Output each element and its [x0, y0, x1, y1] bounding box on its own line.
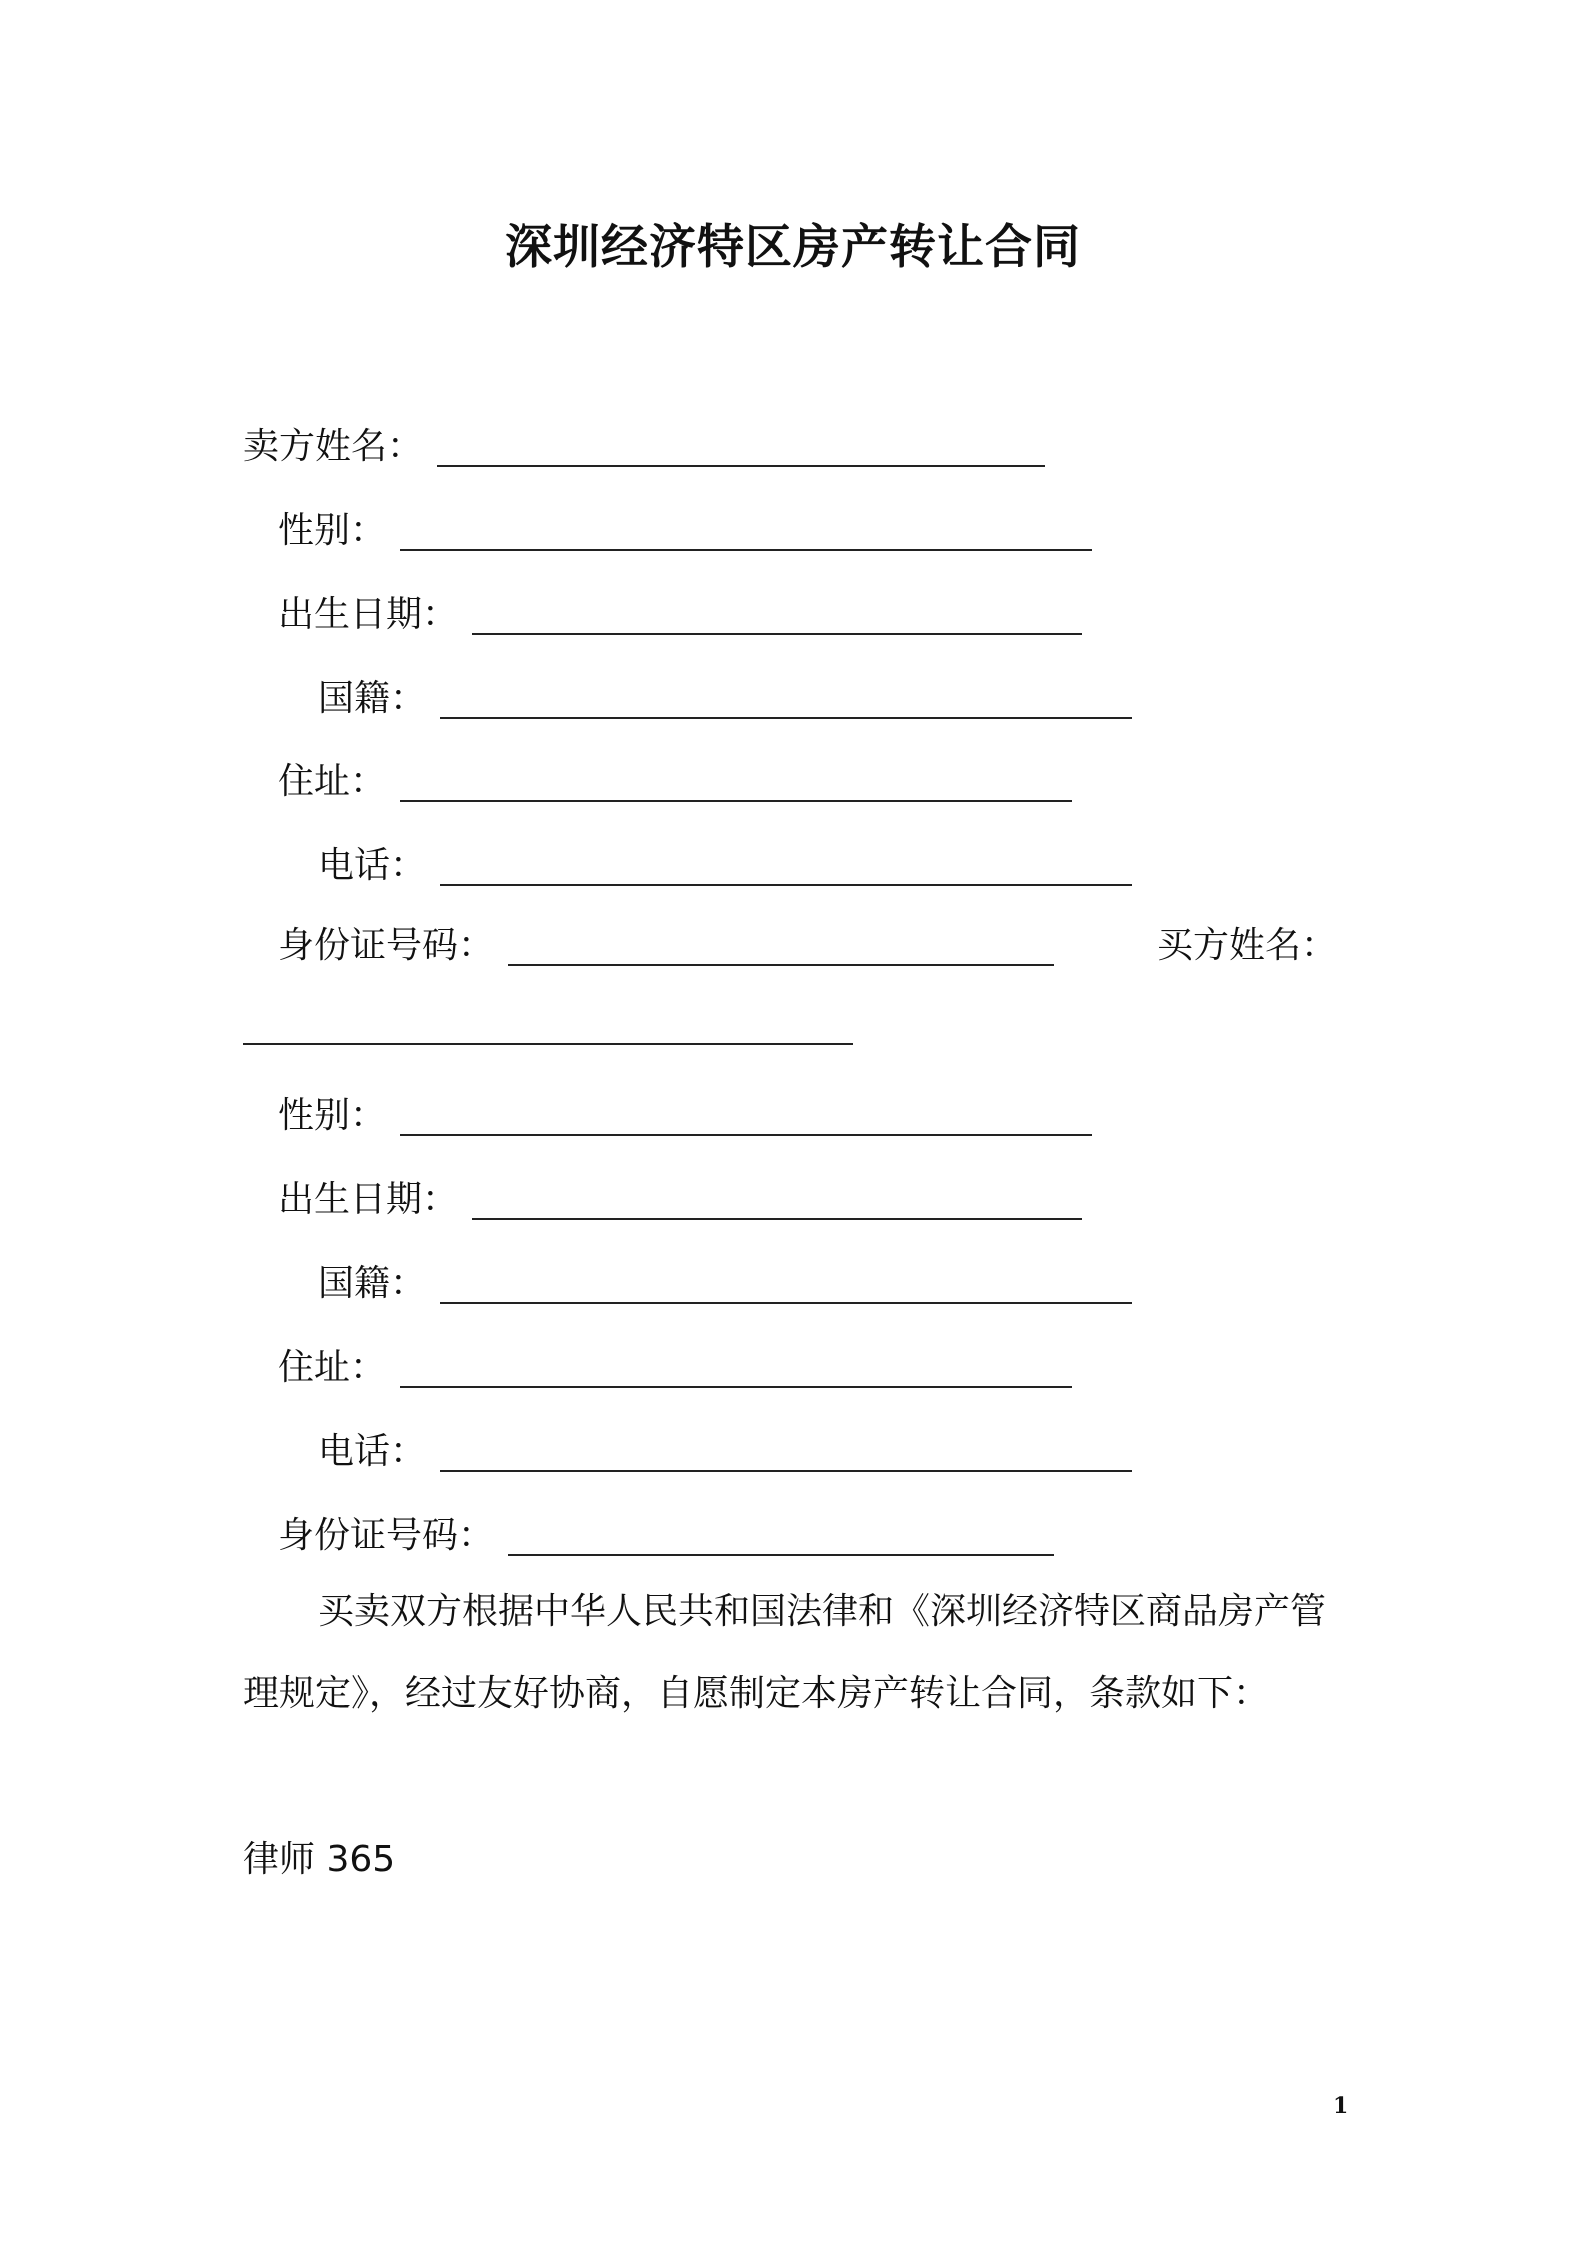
seller-nationality-field [318, 661, 1132, 723]
seller-gender-label: 性别： [278, 510, 387, 551]
seller-address-label: 住址： [278, 761, 387, 802]
seller-birth-date-blank [472, 625, 1082, 635]
buyer-id-number-label: 身份证号码： [278, 1515, 495, 1556]
buyer-gender-label: 性别： [278, 1095, 387, 1136]
page-number: 1 [1333, 2093, 1349, 2119]
buyer-gender-field [278, 1078, 1092, 1140]
page-title: 深圳经济特区房产转让合同 [505, 220, 1081, 275]
seller-name-label: 卖方姓名： [243, 426, 424, 467]
buyer-phone-blank [440, 1462, 1132, 1472]
seller-gender-field [278, 493, 1092, 555]
footer-note: 律师 365 [243, 1839, 396, 1880]
seller-address-field [278, 744, 1072, 806]
seller-nationality-label: 国籍： [318, 678, 427, 719]
buyer-phone-field [318, 1414, 1132, 1476]
buyer-phone-label: 电话： [318, 1431, 427, 1472]
buyer-address-field [278, 1330, 1072, 1392]
seller-nationality-blank [440, 709, 1132, 719]
seller-phone-blank [440, 876, 1132, 886]
seller-phone-field [318, 828, 1132, 890]
buyer-nationality-label: 国籍： [318, 1263, 427, 1304]
seller-id-number-field [278, 908, 1054, 970]
buyer-birth-date-label: 出生日期： [278, 1179, 459, 1220]
preamble-line-2: 理规定》，经过友好协商，自愿制定本房产转让合同，条款如下： [243, 1673, 1270, 1714]
buyer-nationality-blank [440, 1294, 1132, 1304]
seller-address-blank [400, 792, 1072, 802]
seller-name-blank [437, 457, 1045, 467]
buyer-id-number-blank [508, 1546, 1054, 1556]
buyer-address-label: 住址： [278, 1347, 387, 1388]
seller-id-number-label: 身份证号码： [278, 925, 495, 966]
seller-id-number-blank [508, 956, 1054, 966]
buyer-birth-date-field [278, 1162, 1082, 1224]
buyer-nationality-field [318, 1246, 1132, 1308]
seller-birth-date-label: 出生日期： [278, 594, 459, 635]
preamble-line-1: 买卖双方根据中华人民共和国法律和《深圳经济特区商品房产管 [318, 1591, 1327, 1632]
buyer-name-blank [243, 1043, 853, 1045]
buyer-id-number-field [278, 1498, 1054, 1560]
buyer-name-field [1157, 908, 1337, 970]
seller-birth-date-field [278, 577, 1082, 639]
buyer-name-label: 买方姓名： [1157, 925, 1338, 966]
seller-gender-blank [400, 541, 1092, 551]
seller-phone-label: 电话： [318, 845, 427, 886]
seller-name-field [243, 409, 1045, 471]
buyer-birth-date-blank [472, 1210, 1082, 1220]
buyer-gender-blank [400, 1126, 1092, 1136]
buyer-address-blank [400, 1378, 1072, 1388]
